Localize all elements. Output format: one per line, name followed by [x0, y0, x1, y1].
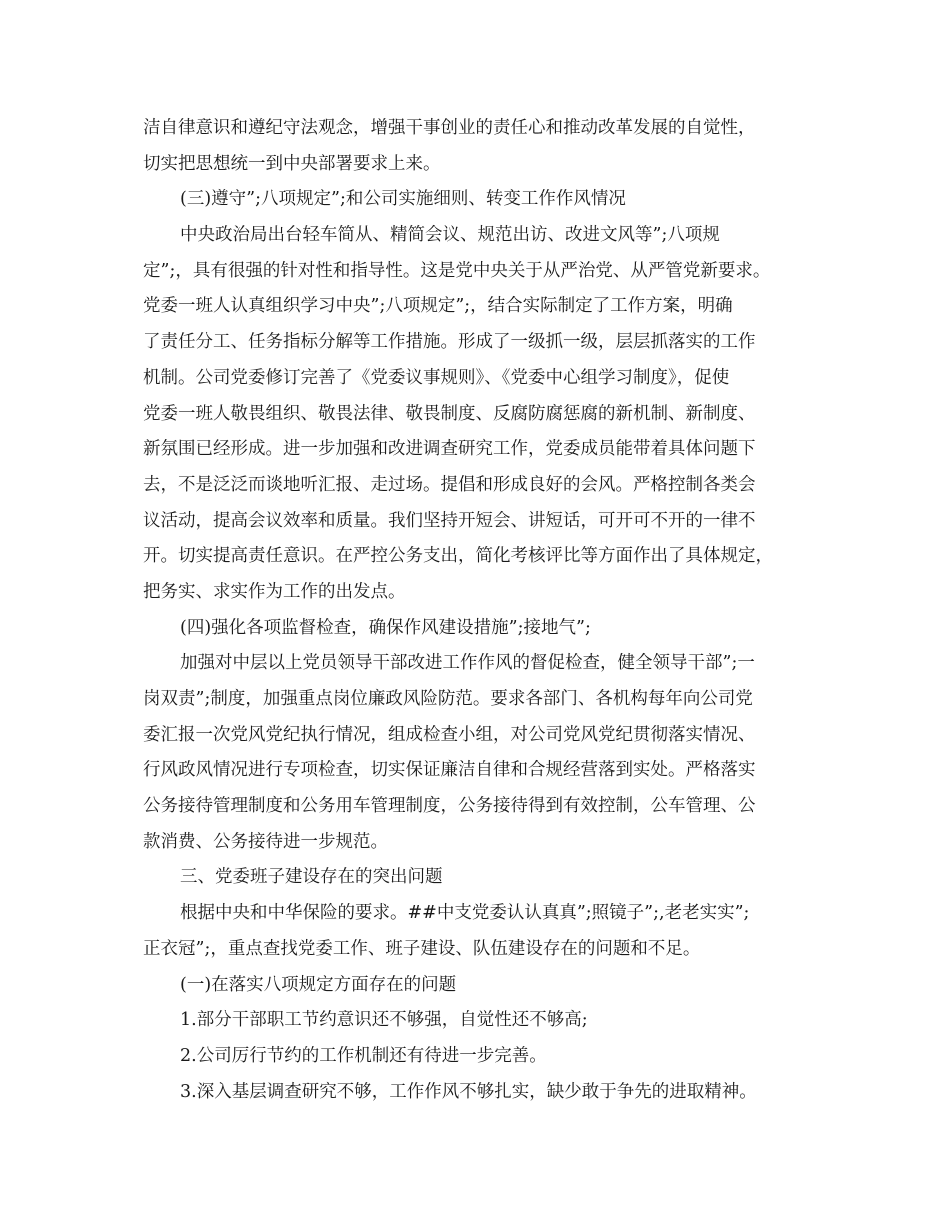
- text-line: 议活动，提高会议效率和质量。我们坚持开短会、讲短话，可开可不开的一律不: [143, 510, 756, 531]
- text-line: 定”;，具有很强的针对性和指导性。这是党中央关于从严治党、从严管党新要求。: [143, 260, 771, 281]
- text-line: 公务接待管理制度和公务用车管理制度，公务接待得到有效控制，公车管理、公: [143, 796, 756, 817]
- text-line: 去，不是泛泛而谈地听汇报、走过场。提倡和形成良好的会风。严格控制各类会: [143, 474, 756, 495]
- text-line: 行风政风情况进行专项检查，切实保证廉洁自律和合规经营落到实处。严格落实: [143, 760, 756, 781]
- text-line: 党委一班人认真组织学习中央”;八项规定”;，结合实际制定了工作方案，明确: [143, 296, 733, 317]
- text-line: (一)在落实八项规定方面存在的问题: [180, 974, 457, 995]
- text-line: 机制。公司党委修订完善了《党委议事规则》、《党委中心组学习制度》，促使: [143, 367, 730, 388]
- text-line: 2.公司厉行节约的工作机制还有待进一步完善。: [180, 1045, 547, 1066]
- text-line: 委汇报一次党风党纪执行情况，组成检查小组，对公司党风党纪贯彻落实情况、: [143, 724, 756, 745]
- text-line: 1.部分干部职工节约意识还不够强，自觉性还不够高;: [180, 1010, 588, 1031]
- text-line: 开。切实提高责任意识。在严控公务支出，简化考核评比等方面作出了具体规定，: [143, 546, 773, 567]
- text-line: 款消费、公务接待进一步规范。: [143, 831, 388, 852]
- text-line: 3.深入基层调查研究不够，工作作风不够扎实，缺少敢于争先的进取精神。: [180, 1081, 757, 1102]
- text-line: 洁自律意识和遵纪守法观念，增强干事创业的责任心和推动改革发展的自觉性，: [143, 118, 756, 138]
- text-line: 了责任分工、任务指标分解等工作措施。形成了一级抓一级，层层抓落实的工作: [143, 332, 756, 353]
- text-line: 党委一班人敬畏组织、敬畏法律、敬畏制度、反腐防腐惩腐的新机制、新制度、: [143, 403, 756, 424]
- text-line: 根据中央和中华保险的要求。##中支党委认认真真”;照镜子”;,老老实实”;: [180, 903, 750, 924]
- text-line: 切实把思想统一到中央部署要求上来。: [143, 153, 441, 174]
- text-line: 中央政治局出台轻车简从、精简会议、规范出访、改进文风等”;八项规: [180, 225, 720, 246]
- document-body: [143, 111, 818, 1110]
- text-line: 岗双责”;制度，加强重点岗位廉政风险防范。要求各部门、各机构每年向公司党: [143, 689, 753, 709]
- text-line: 正衣冠”;，重点查找党委工作、班子建设、队伍建设存在的问题和不足。: [143, 938, 701, 959]
- text-line: 新氛围已经形成。进一步加强和改进调查研究工作，党委成员能带着具体问题下: [143, 439, 756, 460]
- text-line: 三、党委班子建设存在的突出问题: [180, 867, 443, 888]
- text-line: 把务实、求实作为工作的出发点。: [143, 581, 406, 602]
- text-line: (三)遵守”;八项规定”;和公司实施细则、转变工作作风情况: [180, 189, 626, 210]
- text-line: 加强对中层以上党员领导干部改进工作作风的督促检查，健全领导干部”;一: [180, 653, 755, 674]
- text-line: (四)强化各项监督检查，确保作风建设措施”;接地气”;: [180, 617, 591, 638]
